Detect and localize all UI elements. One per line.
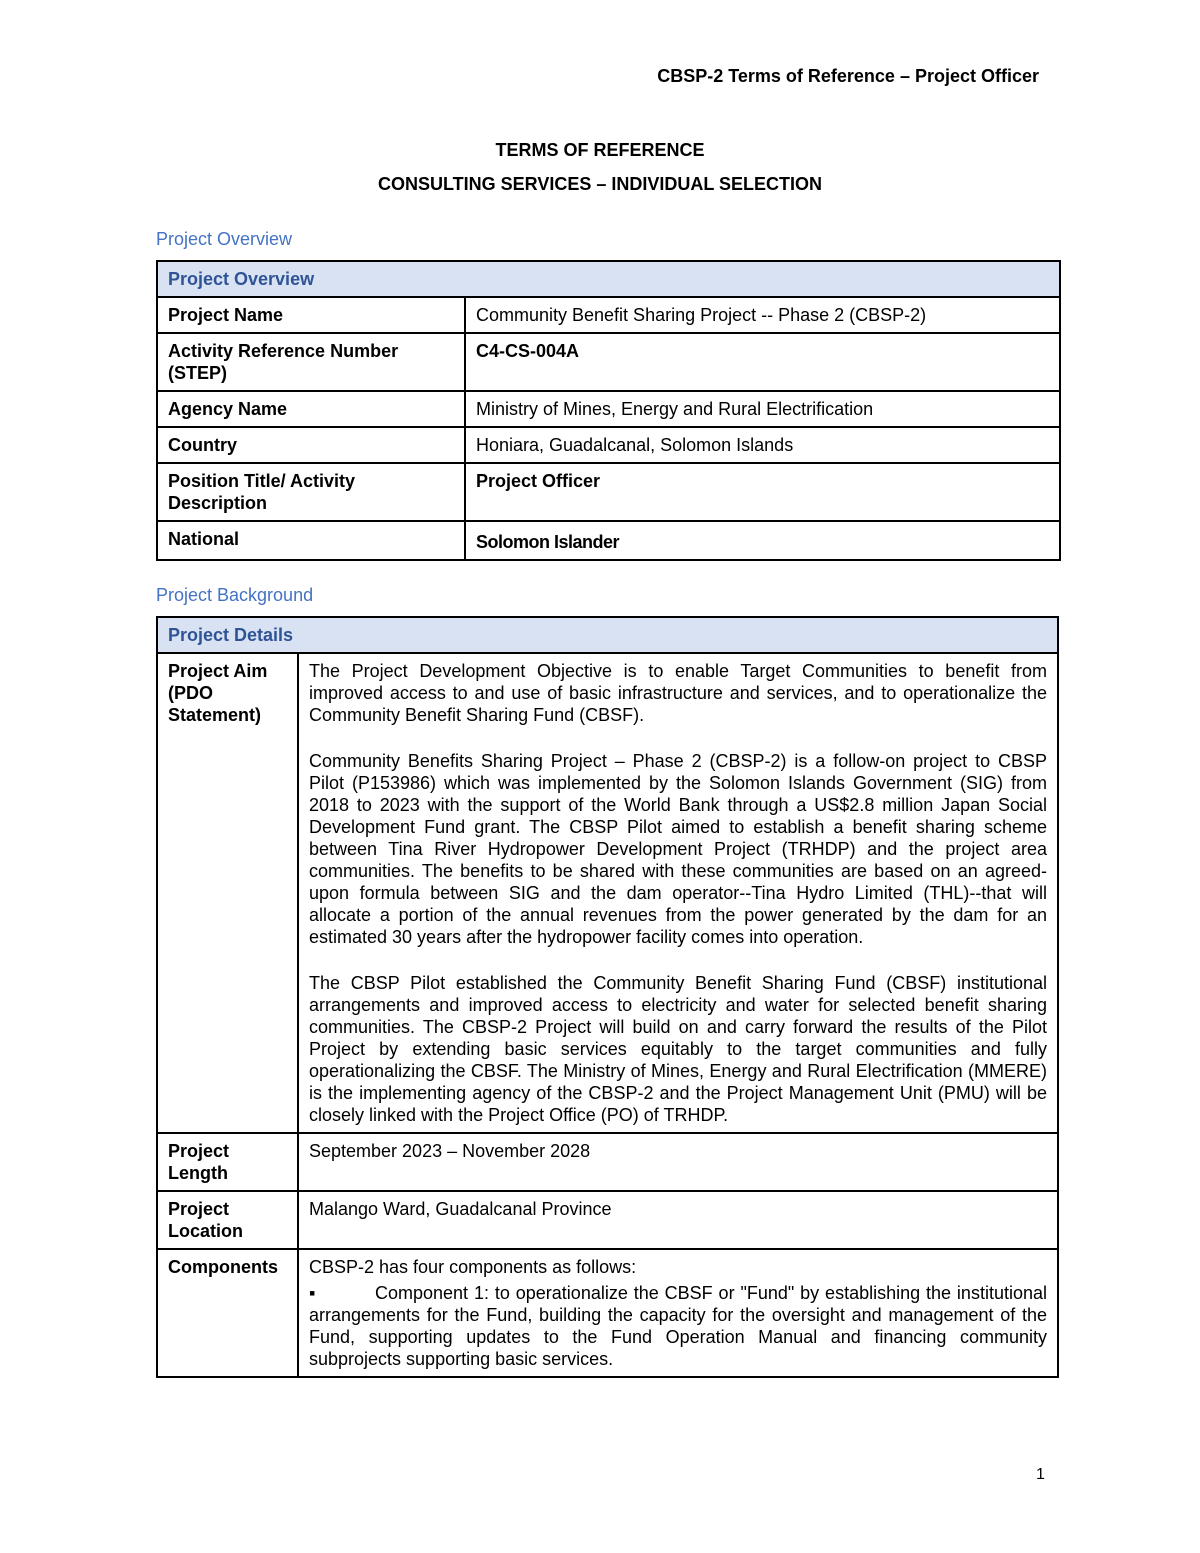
- row-label: Activity Reference Number (STEP): [157, 333, 465, 391]
- row-value: Community Benefit Sharing Project -- Phase 2 (CBSP-2): [465, 297, 1060, 333]
- row-label: National: [157, 521, 465, 560]
- document-title: TERMS OF REFERENCE: [495, 140, 705, 160]
- row-value: [298, 1249, 1058, 1377]
- table-row: [157, 653, 1058, 1133]
- table-header: Project Overview: [157, 261, 1060, 297]
- row-label: Position Title/ Activity Description: [157, 463, 465, 521]
- row-value: Honiara, Guadalcanal, Solomon Islands: [465, 427, 1060, 463]
- row-value: [298, 653, 1058, 1133]
- row-label: Project Length: [157, 1133, 298, 1191]
- row-value: September 2023 – November 2028: [298, 1133, 1058, 1191]
- table-row: [157, 521, 1060, 560]
- document-subtitle: CONSULTING SERVICES – INDIVIDUAL SELECTION: [377, 174, 823, 194]
- row-value: Malango Ward, Guadalcanal Province: [298, 1191, 1058, 1249]
- components-intro: CBSP-2 has four components as follows:: [309, 1257, 637, 1277]
- row-label: Country: [157, 427, 465, 463]
- table-row: [157, 297, 1060, 333]
- table-row: [157, 1133, 1058, 1191]
- project-overview-table: [156, 260, 1061, 561]
- aim-paragraph: Community Benefits Sharing Project – Phase 2 (CBSP-2) is a follow-on project to CBSP Pilot (P153986) which was implemented by the Solomon Islands Government (SIG) from 2018 to 2023 with the support of the World Bank through a US$2.8 million Japan Social Development Fund grant. The CBSP Pilot aimed to establish a benefit sharing scheme between Tina River Hydropower Development Project (TRHDP) and the project area communities. The benefits to be shared with these communities are based on an agreed-upon formula between SIG and the dam operator--Tina Hydro Limited (THL)--that will allocate a portion of the annual revenues from the power generated by the dam for an estimated 30 years after the hydropower facility comes into operation.: [309, 751, 1047, 947]
- page-number: 1: [1036, 1466, 1045, 1483]
- running-header: CBSP-2 Terms of Reference – Project Officer: [657, 66, 1039, 86]
- table-row: [157, 1191, 1058, 1249]
- table-row: [157, 463, 1060, 521]
- row-label: Project Location: [157, 1191, 298, 1249]
- bullet-icon: ▪: [309, 1283, 316, 1303]
- row-value: Ministry of Mines, Energy and Rural Electrification: [465, 391, 1060, 427]
- row-label: Project Aim (PDO Statement): [157, 653, 298, 1133]
- row-label: Components: [157, 1249, 298, 1377]
- table-row: [157, 427, 1060, 463]
- table-row: [157, 391, 1060, 427]
- table-row: [157, 1249, 1058, 1377]
- component-text: Component 1: to operationalize the CBSF or "Fund" by establishing the institutional arrangements for the Fund, building the capacity for the oversight and management of the Fund, supporting updates to the Fund Operation Manual and financing community subprojects supporting basic services.: [309, 1283, 1047, 1369]
- row-label: Project Name: [157, 297, 465, 333]
- aim-paragraph: The Project Development Objective is to enable Target Communities to benefit from improved access to and use of basic infrastructure and services, and to operationalize the Community Benefit Sharing Fund (CBSF).: [309, 661, 1047, 725]
- row-value: Project Officer: [465, 463, 1060, 521]
- table-row: [157, 333, 1060, 391]
- section-label-overview: Project Overview: [156, 229, 293, 249]
- row-label: Agency Name: [157, 391, 465, 427]
- section-label-background: Project Background: [156, 585, 314, 605]
- row-value: C4-CS-004A: [465, 333, 1060, 391]
- project-details-table: [156, 616, 1059, 1378]
- row-value: Solomon Islander: [465, 521, 1060, 560]
- table-header: Project Details: [157, 617, 1058, 653]
- aim-paragraph: The CBSP Pilot established the Community Benefit Sharing Fund (CBSF) institutional arrangements and improved access to electricity and water for selected benefit sharing communities. The CBSP-2 Project will build on and carry forward the results of the Pilot Project by extending basic services equitably to the target communities and fully operationalizing the CBSF. The Ministry of Mines, Energy and Rural Electrification (MMERE) is the implementing agency of the CBSP-2 and the Project Management Unit (PMU) will be closely linked with the Project Office (PO) of TRHDP.: [309, 973, 1047, 1125]
- list-item: [309, 1282, 1047, 1370]
